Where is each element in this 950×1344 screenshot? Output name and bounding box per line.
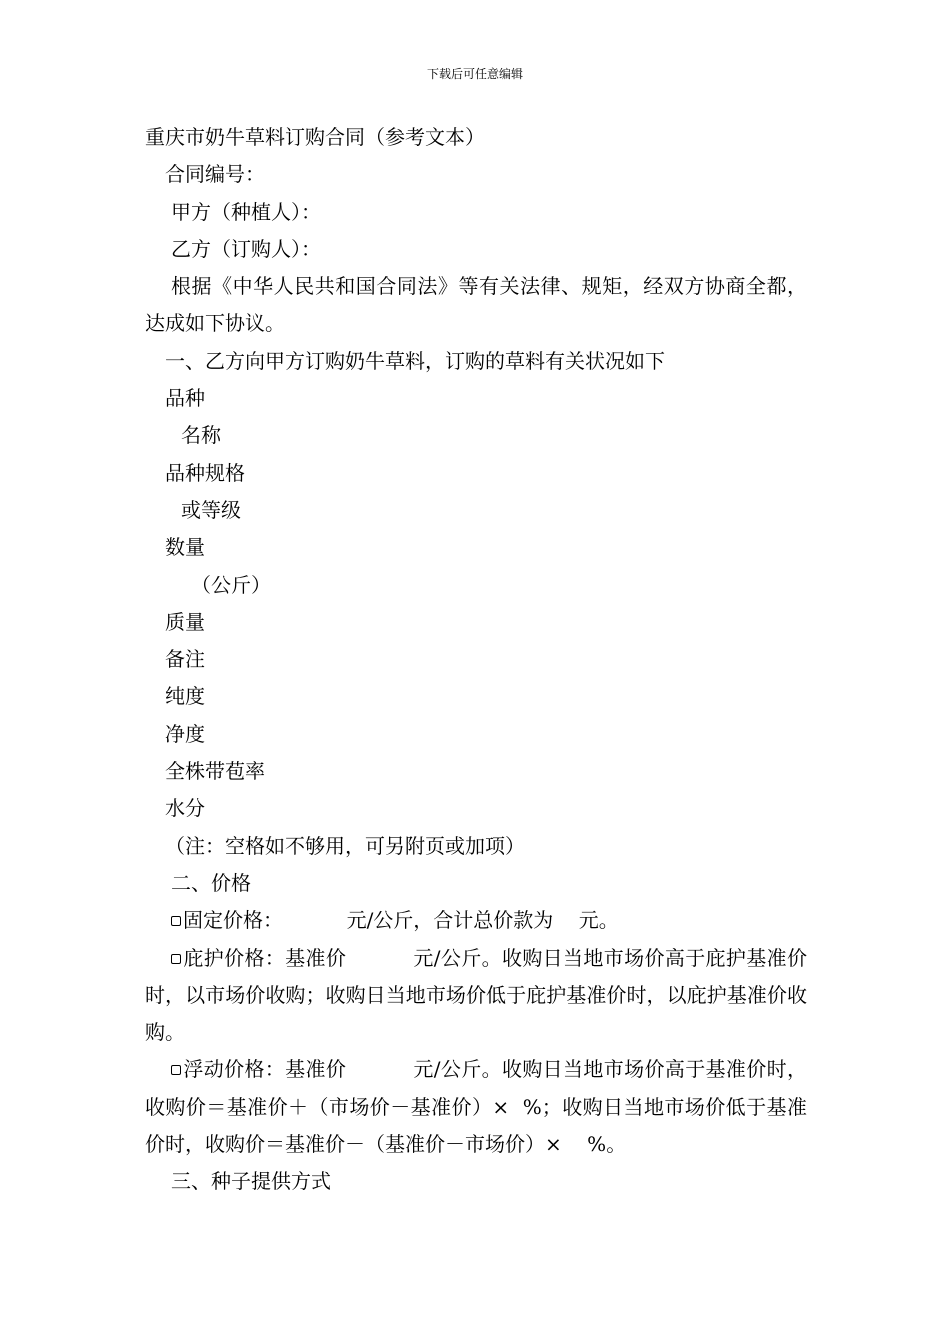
- price-floating-option: [145, 1051, 807, 1163]
- field-unit: （公斤）: [191, 572, 271, 597]
- field-quality: 质量: [165, 609, 205, 634]
- section-3-heading: 三、种子提供方式: [171, 1169, 331, 1194]
- party-b-label: 乙方（订购人）：: [171, 236, 321, 261]
- contract-document: [145, 119, 807, 1201]
- price-protected-text: 庇护价格：基准价 元/公斤。收购日当地市场价高于庇护基准价时，以市场价收购；收购日当地市场价低于庇护基准价时，以庇护基准价收购。: [145, 945, 807, 1045]
- price-floating-text: 浮动价格：基准价 元/公斤。收购日当地市场价高于基准价时，收购价＝基准价＋（市场价－基准价）× %；收购日当地市场价低于基准价时，收购价＝基准价－（基准价－市场价）× %。: [145, 1057, 807, 1157]
- preamble-paragraph: [145, 268, 807, 343]
- checkbox-icon[interactable]: [171, 916, 181, 926]
- field-variety: 品种: [165, 386, 205, 411]
- section-2-heading: 二、价格: [171, 870, 251, 895]
- price-fixed-option: [145, 902, 807, 939]
- checkbox-icon[interactable]: [171, 1065, 181, 1075]
- field-quantity: 数量: [165, 535, 205, 560]
- table-note: （注：空格如不够用，可另附页或加项）: [165, 833, 525, 858]
- price-fixed-text: 固定价格： 元/公斤，合计总价款为 元。: [183, 908, 619, 933]
- field-cleanliness: 净度: [165, 721, 205, 746]
- field-bract-rate: 全株带苞率: [165, 759, 265, 784]
- field-remarks: 备注: [165, 647, 205, 672]
- document-title: 重庆市奶牛草料订购合同（参考文本）: [145, 125, 485, 149]
- field-spec: 品种规格: [165, 460, 245, 485]
- section-1-heading: 一、乙方向甲方订购奶牛草料，订购的草料有关状况如下: [165, 348, 665, 373]
- page-header-note: 下载后可任意编辑: [426, 67, 523, 81]
- contract-number-label: 合同编号：: [165, 162, 265, 187]
- preamble-text: 根据《中华人民共和国合同法》等有关法律、规矩，经双方协商全都，达成如下协议。: [145, 274, 807, 336]
- party-a-label: 甲方（种植人）：: [171, 199, 321, 224]
- field-name: 名称: [181, 423, 221, 448]
- checkbox-icon[interactable]: [171, 954, 181, 964]
- field-purity: 纯度: [165, 684, 205, 709]
- field-grade: 或等级: [181, 497, 241, 522]
- price-protected-option: [145, 940, 807, 1052]
- field-moisture: 水分: [165, 796, 205, 821]
